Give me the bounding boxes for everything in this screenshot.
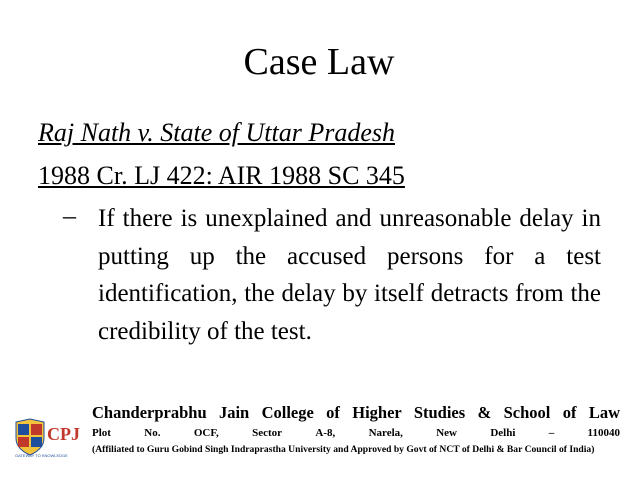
- logo-tagline: GATEWAY TO KNOWLEDGE: [15, 453, 68, 458]
- address-word: Narela,: [368, 427, 403, 439]
- bullet-text: If there is unexplained and unreasonable delay in putting up the accused persons for a test identification, the delay by itself detracts from the credibility of the test.: [98, 205, 601, 345]
- college-name: Chanderprabhu Jain College of Higher Studies & School of Law: [92, 403, 620, 422]
- bullet-marker: –: [63, 201, 76, 230]
- address-word: New: [436, 427, 457, 439]
- address-word: OCF,: [193, 427, 219, 439]
- address-word: Sector: [252, 427, 283, 439]
- slide-title: Case Law: [243, 41, 395, 83]
- case-citation: 1988 Cr. LJ 422: AIR 1988 SC 345: [38, 161, 405, 190]
- address-word: –: [548, 427, 555, 439]
- address-word: 110040: [587, 427, 620, 439]
- footer-text: [92, 402, 620, 458]
- case-name: Raj Nath v. State of Uttar Pradesh: [38, 118, 395, 147]
- logo-text: CPJ: [47, 424, 80, 444]
- footer: [0, 402, 638, 462]
- college-logo: [13, 416, 81, 458]
- college-address: [92, 424, 620, 442]
- address-word: Plot: [92, 427, 111, 439]
- college-affiliation: (Affiliated to Guru Gobind Singh Indraprastha University and Approved by Govt of NCT of Delhi & Bar Council of India): [92, 444, 595, 455]
- address-word: No.: [144, 427, 161, 439]
- address-word: Delhi: [490, 427, 516, 439]
- address-word: A-8,: [315, 427, 336, 439]
